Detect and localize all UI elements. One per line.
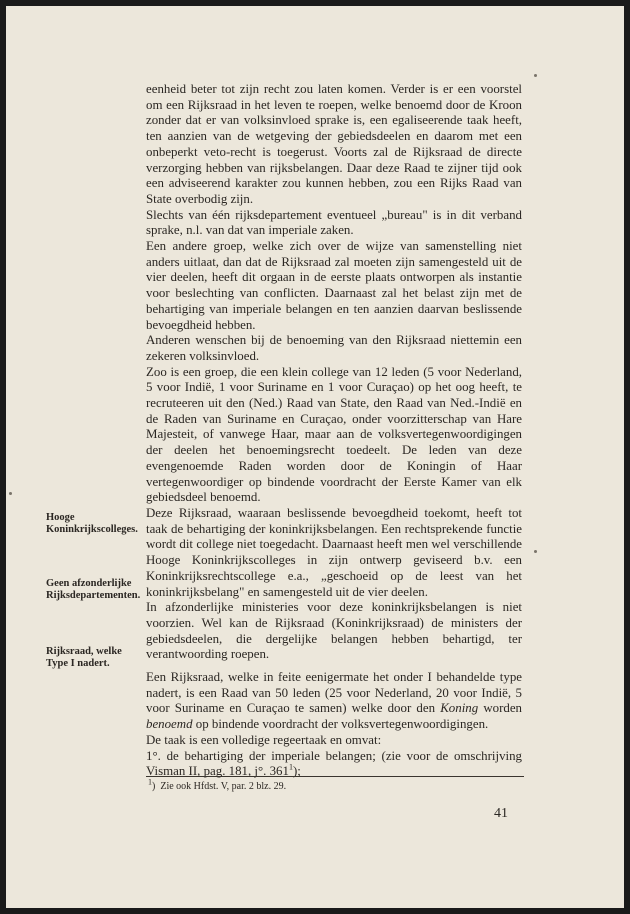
- paragraph-text: );: [292, 764, 301, 779]
- paragraph: eenheid beter tot zijn recht zou laten komen. Verder is er een voorstel om een Rijksraad in het leven te roepen, welke benoemd door de Kroon zonder dat er van volksinvloed sprake is, een egaliseerende taak heeft, ten aanzien van de wetgeving der gebiedsdeelen en daarom met een onbeperkt veto-recht is toegerust. Voorts zal de Rijksraad de directe verzorging hebben van rijksbelangen. Daar deze Raad te zijner tijd ook een adviseerend karakter zou kunnen hebben, zou een Rijks Raad van State overbodig zijn.: [146, 82, 522, 206]
- paragraph-text: 1°. de behartiging der imperiale belangen; (zie voor de omschrijving Visman II, pag. 181, j°. 361: [146, 748, 522, 779]
- paragraph-text: Een Rijksraad, welke in feite eenigermate het onder I behandelde type nadert, is een Raad van 50 leden (25 voor Nederland, 20 voor Indië, 5 voor Suriname en Curaçao te samen) welke door den: [146, 670, 522, 716]
- paragraph: Zoo is een groep, die een klein college van 12 leden (5 voor Nederland, 5 voor Indië, 1 voor Suriname en 1 voor Curaçao) op het oog heeft, te recruteeren uit den (Ned.) Raad van State, den Raad van Ned.-Indië en de Raden van Suriname en Curaçao, onder voorzitterschap van Hare Majesteit, of vanwege Haar, maar aan de volksvertegenwoordigingen der deelen het benoemingsrecht toedeelt. De leden van deze evengenoemde Raden worden door de Koningin of Haar vertegenwoordiger op bindende voordracht der Eerste Kamer van elk gebiedsdeel benoemd.: [146, 364, 522, 505]
- print-speck: [534, 74, 537, 77]
- main-text: [146, 82, 522, 780]
- emphasis: benoemd: [146, 717, 193, 732]
- print-speck: [534, 550, 537, 553]
- paragraph: Deze Rijksraad, waaraan beslissende bevoegdheid toekomt, heeft tot taak de behartiging der koninkrijksbelangen. Een rechtsprekende functie wordt dit college niet toegedacht. Daarnaast heeft men wel verschillende Hooge Koninkrijkscolleges in zijn ontwerp geviseerd b.v. een Koninkrijksrechtscollege e.a., „geschoeid op de leest van het koninkrijksbelang" en samengesteld uit de vier deelen.: [146, 505, 522, 599]
- document-page: [6, 6, 624, 908]
- paragraph: Anderen wenschen bij de benoeming van den Rijksraad niettemin een zekeren volksinvloed.: [146, 333, 522, 363]
- page-number: 41: [494, 806, 508, 821]
- footnote: $^1$) Zie ook Hfdst. V, par. 2 blz. 29.: [148, 777, 287, 792]
- paragraph: [146, 670, 522, 733]
- margin-note-geen-afzonderlijke-rijksdepartementen: Geen afzonderlijke Rijksdepartementen.: [46, 578, 141, 601]
- margin-note-hooge-koninkrijkscolleges: Hooge Koninkrijkscolleges.: [46, 512, 138, 535]
- footnote-marker: 1: [148, 777, 152, 787]
- paragraph-text: op bindende voordracht der volksvertegenwoordigingen.: [192, 717, 489, 732]
- footnote-text: Zie ook Hfdst. V, par. 2 blz. 29.: [160, 781, 287, 792]
- paragraph: De taak is een volledige regeertaak en omvat:: [146, 732, 382, 747]
- paragraph: Slechts van één rijksdepartement eventueel „bureau" is in dit verband sprake, n.l. van dat van imperiale zaken.: [146, 207, 522, 238]
- emphasis: Koning: [440, 701, 479, 716]
- footnote-ref: 1: [288, 762, 293, 772]
- paragraph-text: worden: [478, 701, 522, 716]
- paragraph: In afzonderlijke ministeries voor deze koninkrijksbelangen is niet voorzien. Wel kan de Rijksraad (Koninkrijksraad) de ministers der gebiedsdeelen, die dergelijke belangen hebben behartigd, ter verantwoording roepen.: [146, 600, 522, 662]
- margin-note-rijksraad-type-i: Rijksraad, welke Type I nadert.: [46, 646, 122, 669]
- footnote-divider: [146, 776, 524, 777]
- print-speck: [9, 492, 12, 495]
- paragraph: Een andere groep, welke zich over de wijze van samenstelling niet anders uitlaat, dan dat de Rijksraad zal moeten zijn samengesteld uit de vier deelen, heeft dit orgaan in de eerste plaats ontworpen als instantie voor beslechting van conflicten. Daarnaast zal het belast zijn met de behartiging van imperiale belangen en ten aanzien daarvan beslissende bevoegdheid hebben.: [146, 239, 522, 332]
